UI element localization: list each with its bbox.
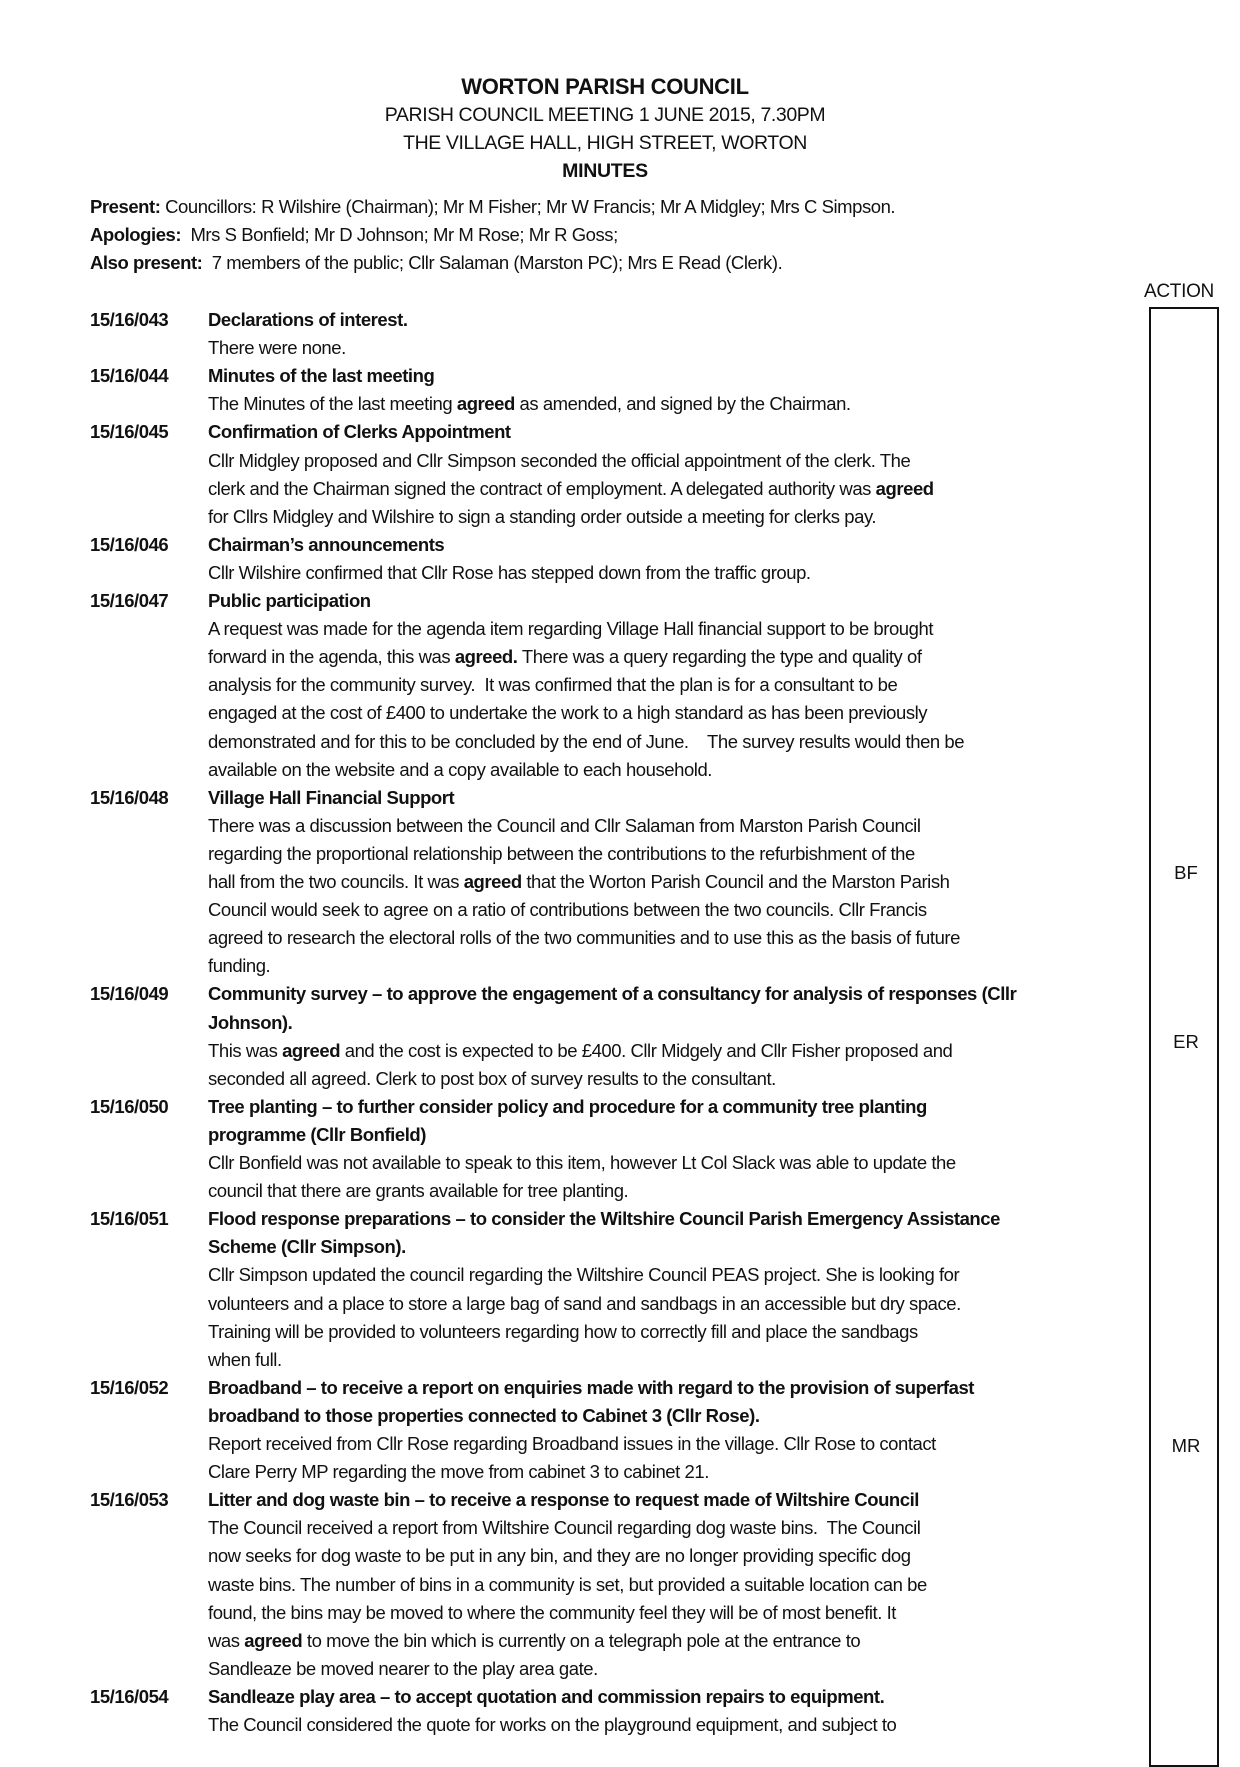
item-title: Litter and dog waste bin – to receive a response to request made of Wiltshire Council xyxy=(208,1489,919,1511)
item-ref: 15/16/044 xyxy=(90,365,169,387)
attendance-present xyxy=(90,196,895,218)
item-title: Scheme (Cllr Simpson). xyxy=(208,1236,406,1258)
item-body-line: There were none. xyxy=(208,337,346,359)
item-ref: 15/16/045 xyxy=(90,421,169,443)
item-ref: 15/16/050 xyxy=(90,1095,169,1117)
item-body-line: The Council considered the quote for works on the playground equipment, and subject to xyxy=(208,1714,897,1735)
item-body-line: regarding the proportional relationship between the contributions to the refurbishment of the xyxy=(208,842,915,864)
item-body-line: analysis for the community survey. It was confirmed that the plan is for a consultant to be xyxy=(208,674,898,696)
item-body-line: Cllr Bonfield was not available to speak to this item, however Lt Col Slack was able to update the xyxy=(208,1152,956,1173)
item-body-line: Sandleaze be moved nearer to the play area gate. xyxy=(208,1657,598,1679)
item-body-line: A request was made for the agenda item regarding Village Hall financial support to be brought xyxy=(208,618,934,640)
item-body-line: forward in the agenda, this was agreed. There was a query regarding the type and quality of xyxy=(208,646,922,668)
action-code-er: ER xyxy=(1173,1031,1199,1052)
meeting-date: PARISH COUNCIL MEETING 1 JUNE 2015, 7.30PM xyxy=(384,104,826,126)
item-title: Public participation xyxy=(208,590,371,611)
item-title: Confirmation of Clerks Appointment xyxy=(208,421,511,443)
item-body-line: The Minutes of the last meeting agreed as amended, and signed by the Chairman. xyxy=(208,393,851,415)
item-body-line: Cllr Simpson updated the council regarding the Wiltshire Council PEAS project. She is looking for xyxy=(208,1264,960,1286)
item-body-line: available on the website and a copy available to each household. xyxy=(208,758,712,780)
action-column-box xyxy=(1149,307,1219,1767)
item-title: Johnson). xyxy=(208,1011,293,1033)
item-body-line: when full. xyxy=(208,1348,282,1370)
item-body-line: Report received from Cllr Rose regarding Broadband issues in the village. Cllr Rose to contact xyxy=(208,1433,936,1454)
item-title: Minutes of the last meeting xyxy=(208,365,435,387)
item-title: Broadband – to receive a report on enquiries made with regard to the provision of superfast xyxy=(208,1376,975,1398)
item-body-line: now seeks for dog waste to be put in any bin, and they are no longer providing specific dog xyxy=(208,1545,911,1567)
item-body-line: volunteers and a place to store a large bag of sand and sandbags in an accessible but dry space. xyxy=(208,1292,961,1314)
item-ref: 15/16/049 xyxy=(90,983,169,1005)
attendance-apologies xyxy=(90,224,618,246)
item-title: Sandleaze play area – to accept quotation and commission repairs to equipment. xyxy=(208,1685,885,1707)
item-title: Flood response preparations – to consider the Wiltshire Council Parish Emergency Assistance xyxy=(208,1208,1000,1230)
item-body-line: Cllr Wilshire confirmed that Cllr Rose has stepped down from the traffic group. xyxy=(208,561,811,583)
item-title: programme (Cllr Bonfield) xyxy=(208,1123,426,1145)
item-body-line: hall from the two councils. It was agreed that the Worton Parish Council and the Marston Parish xyxy=(208,871,950,892)
action-column-header: ACTION xyxy=(1144,281,1214,302)
item-title: Village Hall Financial Support xyxy=(208,786,455,808)
apologies-label: Apologies: xyxy=(90,224,182,245)
action-code-bf: BF xyxy=(1174,862,1198,883)
item-body-line: demonstrated and for this to be concluded by the end of June. The survey results would then be xyxy=(208,730,965,752)
item-body-line: There was a discussion between the Council and Cllr Salaman from Marston Parish Council xyxy=(208,814,921,836)
item-body-line: found, the bins may be moved to where the community feel they will be of most benefit. It xyxy=(208,1601,896,1623)
item-ref: 15/16/051 xyxy=(90,1208,169,1230)
also-present-list: 7 members of the public; Cllr Salaman (Marston PC); Mrs E Read (Clerk). xyxy=(202,252,783,273)
item-body-line: for Cllrs Midgley and Wilshire to sign a standing order outside a meeting for clerks pay. xyxy=(208,505,877,527)
present-list: Councillors: R Wilshire (Chairman); Mr M Fisher; Mr W Francis; Mr A Midgley; Mrs C Simpson. xyxy=(160,196,896,217)
item-title: Community survey – to approve the engagement of a consultancy for analysis of responses (Cllr xyxy=(208,983,1017,1005)
item-title: Declarations of interest. xyxy=(208,309,408,330)
item-body-line: seconded all agreed. Clerk to post box of survey results to the consultant. xyxy=(208,1067,776,1089)
item-body-line: agreed to research the electoral rolls of the two communities and to use this as the basis of future xyxy=(208,927,960,949)
meeting-venue: THE VILLAGE HALL, HIGH STREET, WORTON xyxy=(403,132,807,154)
item-body-line: Training will be provided to volunteers regarding how to correctly fill and place the sandbags xyxy=(208,1320,918,1342)
item-ref: 15/16/054 xyxy=(90,1685,169,1707)
item-body-line: waste bins. The number of bins in a community is set, but provided a suitable location can be xyxy=(208,1573,927,1595)
item-ref: 15/16/046 xyxy=(90,533,169,555)
item-body-line: Cllr Midgley proposed and Cllr Simpson seconded the official appointment of the clerk. The xyxy=(208,449,911,471)
item-body-line: The Council received a report from Wiltshire Council regarding dog waste bins. The Council xyxy=(208,1517,921,1539)
item-ref: 15/16/052 xyxy=(90,1376,169,1398)
attendance-also-present xyxy=(90,252,782,274)
item-body-line: council that there are grants available for tree planting. xyxy=(208,1180,629,1202)
item-body-line: engaged at the cost of £400 to undertake the work to a high standard as has been previously xyxy=(208,702,928,724)
item-body-line: funding. xyxy=(208,955,271,977)
item-title: Chairman’s announcements xyxy=(208,533,445,555)
item-ref: 15/16/047 xyxy=(90,590,169,611)
present-label: Present: xyxy=(90,196,161,217)
action-code-mr: MR xyxy=(1171,1435,1201,1456)
item-body-line: This was agreed and the cost is expected to be £400. Cllr Midgely and Cllr Fisher proposed and xyxy=(208,1039,953,1061)
item-body-line: Council would seek to agree on a ratio of contributions between the two councils. Cllr Francis xyxy=(208,899,927,921)
item-title: Tree planting – to further consider policy and procedure for a community tree planting xyxy=(208,1095,927,1117)
item-body-line: was agreed to move the bin which is currently on a telegraph pole at the entrance to xyxy=(208,1629,861,1651)
item-body-line: clerk and the Chairman signed the contract of employment. A delegated authority was agreed xyxy=(208,477,934,499)
council-name: WORTON PARISH COUNCIL xyxy=(461,74,749,99)
item-ref: 15/16/048 xyxy=(90,786,169,808)
document-type: MINUTES xyxy=(562,160,648,182)
also-present-label: Also present: xyxy=(90,252,203,273)
apologies-list: Mrs S Bonfield; Mr D Johnson; Mr M Rose; Mr R Goss; xyxy=(181,224,618,245)
item-body-line: Clare Perry MP regarding the move from cabinet 3 to cabinet 21. xyxy=(208,1461,709,1483)
item-ref: 15/16/043 xyxy=(90,309,169,330)
item-ref: 15/16/053 xyxy=(90,1489,169,1511)
item-title: broadband to those properties connected to Cabinet 3 (Cllr Rose). xyxy=(208,1404,760,1426)
